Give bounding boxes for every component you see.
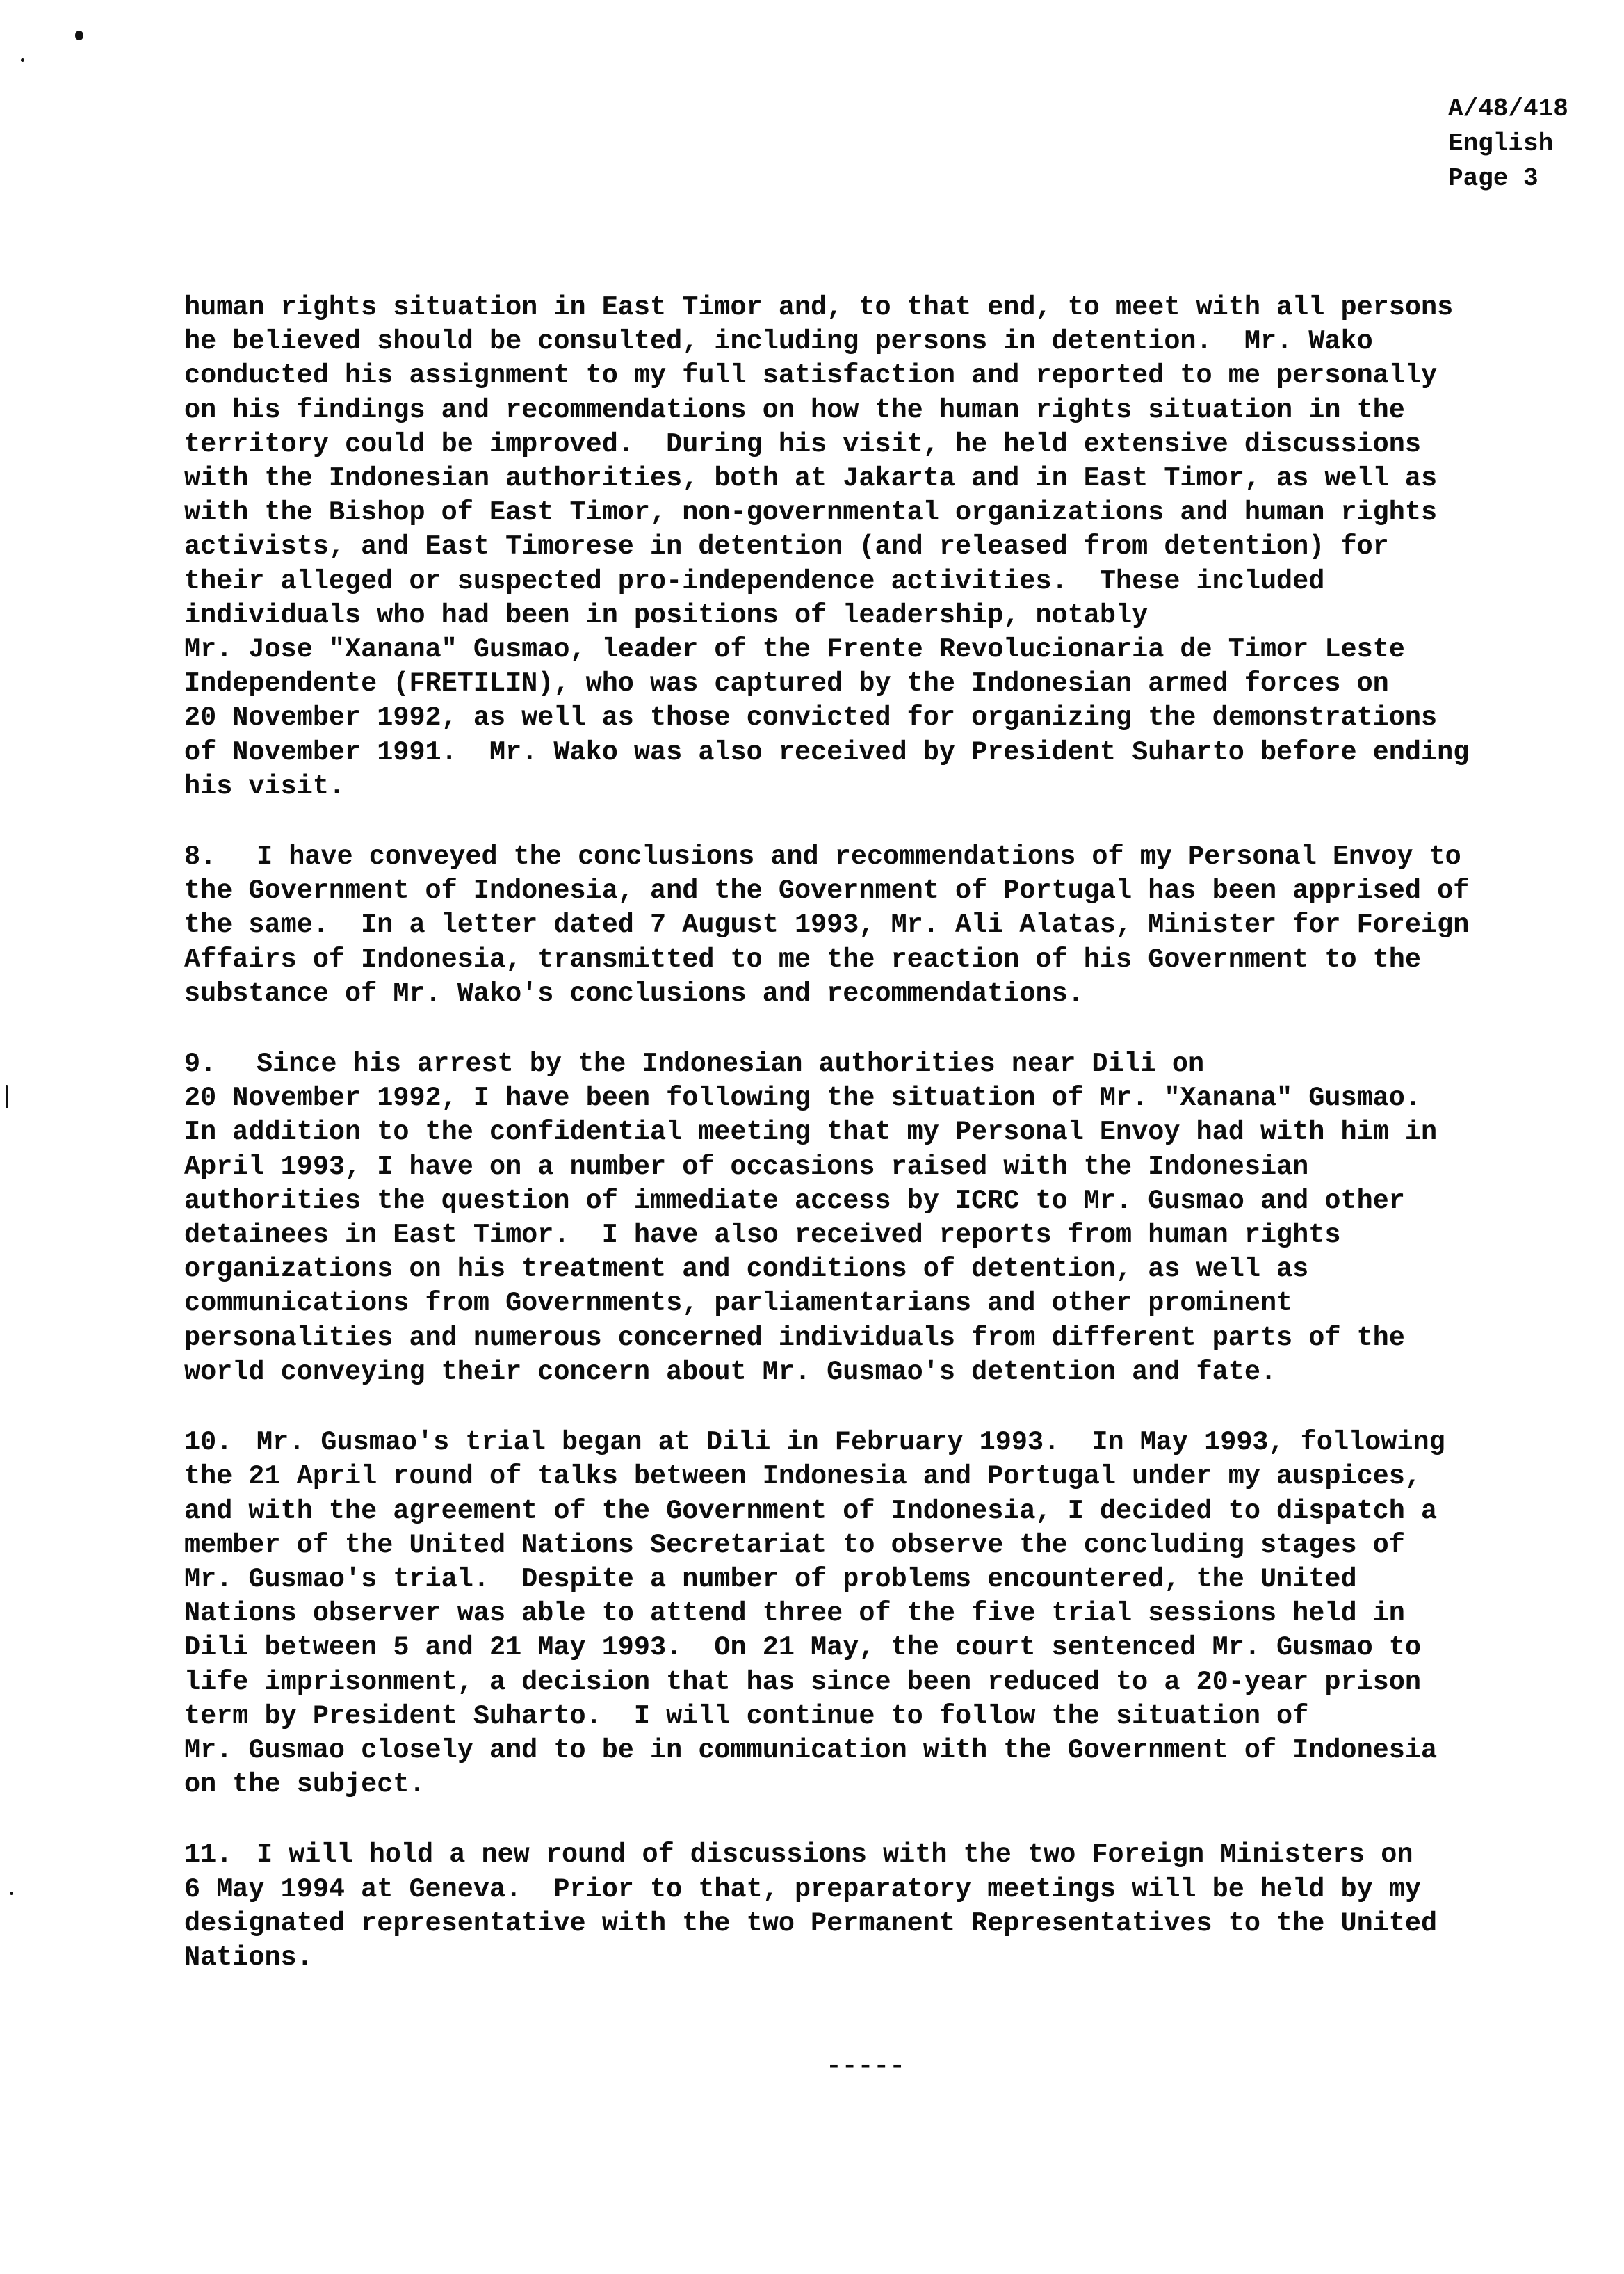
- paragraph-number: 10.: [184, 1427, 233, 1458]
- text-line: substance of Mr. Wako's conclusions and recommendations.: [184, 978, 1084, 1009]
- text-line: on his findings and recommendations on how the human rights situation in the: [184, 394, 1405, 426]
- text-line: with the Indonesian authorities, both at Jakarta and in East Timor, as well as: [184, 463, 1438, 494]
- document-body: [184, 291, 1595, 2011]
- text-line: the same. In a letter dated 7 August 1993, Mr. Ali Alatas, Minister for Foreign: [184, 910, 1470, 941]
- text-line: personalities and numerous concerned individuals from different parts of the: [184, 1322, 1405, 1353]
- paragraph-continued: [184, 291, 1595, 804]
- page-number: Page 3: [1448, 164, 1538, 193]
- text-line: with the Bishop of East Timor, non-governmental organizations and human rights: [184, 497, 1438, 529]
- text-line: I will hold a new round of discussions with the two Foreign Ministers on: [257, 1839, 1413, 1871]
- document-language: English: [1448, 129, 1554, 158]
- text-line: April 1993, I have on a number of occasions raised with the Indonesian: [184, 1151, 1309, 1182]
- text-line: Affairs of Indonesia, transmitted to me the reaction of his Government to the: [184, 944, 1421, 975]
- text-line: Nations.: [184, 1942, 313, 1973]
- text-line: 6 May 1994 at Geneva. Prior to that, preparatory meetings will be held by my: [184, 1873, 1421, 1905]
- text-line: Since his arrest by the Indonesian authorities near Dili on: [257, 1049, 1205, 1080]
- text-line: conducted his assignment to my full satisfaction and reported to me personally: [184, 360, 1438, 392]
- text-line: designated representative with the two Permanent Representatives to the United: [184, 1908, 1438, 1939]
- document-header: [1448, 92, 1568, 196]
- text-line: the 21 April round of talks between Indonesia and Portugal under my auspices,: [184, 1461, 1421, 1492]
- text-line: 20 November 1992, I have been following the situation of Mr. "Xanana" Gusmao.: [184, 1083, 1421, 1114]
- text-line: human rights situation in East Timor and, to that end, to meet with all persons: [184, 292, 1454, 323]
- text-line: detainees in East Timor. I have also received reports from human rights: [184, 1220, 1341, 1251]
- paragraph-10: [184, 1426, 1595, 1802]
- text-line: member of the United Nations Secretariat to observe the concluding stages of: [184, 1529, 1405, 1561]
- scan-speck: [21, 58, 24, 62]
- text-line: Dili between 5 and 21 May 1993. On 21 May, the court sentenced Mr. Gusmao to: [184, 1632, 1421, 1663]
- text-line: I have conveyed the conclusions and recommendations of my Personal Envoy to: [257, 841, 1461, 873]
- text-line: term by President Suharto. I will continue to follow the situation of: [184, 1700, 1309, 1732]
- scan-speck: [10, 1892, 13, 1895]
- text-line: Nations observer was able to attend three of the five trial sessions held in: [184, 1598, 1405, 1629]
- text-line: Mr. Gusmao's trial began at Dili in February 1993. In May 1993, following: [257, 1427, 1445, 1458]
- text-line: of November 1991. Mr. Wako was also received by President Suharto before ending: [184, 736, 1470, 768]
- document-symbol: A/48/418: [1448, 95, 1568, 123]
- end-of-document-marker: -----: [826, 2051, 906, 2081]
- text-line: organizations on his treatment and conditions of detention, as well as: [184, 1254, 1309, 1285]
- text-line: communications from Governments, parliamentarians and other prominent: [184, 1288, 1293, 1319]
- text-line: Mr. Jose "Xanana" Gusmao, leader of the Frente Revolucionaria de Timor Leste: [184, 634, 1405, 666]
- paragraph-11: [184, 1838, 1595, 1975]
- text-line: his visit.: [184, 771, 346, 802]
- text-line: on the subject.: [184, 1769, 425, 1800]
- text-line: the Government of Indonesia, and the Government of Portugal has been apprised of: [184, 876, 1470, 907]
- text-line: individuals who had been in positions of leadership, notably: [184, 599, 1148, 631]
- text-line: activists, and East Timorese in detention (and released from detention) for: [184, 531, 1389, 563]
- text-line: territory could be improved. During his visit, he held extensive discussions: [184, 428, 1421, 460]
- scan-mark: [6, 1085, 8, 1108]
- scan-speck: [75, 31, 83, 40]
- paragraph-number: 11.: [184, 1839, 233, 1871]
- text-line: life imprisonment, a decision that has since been reduced to a 20-year prison: [184, 1666, 1421, 1698]
- text-line: Mr. Gusmao closely and to be in communication with the Government of Indonesia: [184, 1734, 1438, 1766]
- text-line: In addition to the confidential meeting that my Personal Envoy had with him in: [184, 1117, 1438, 1148]
- paragraph-number: 9.: [184, 1049, 217, 1080]
- text-line: their alleged or suspected pro-independence activities. These included: [184, 565, 1325, 597]
- text-line: authorities the question of immediate access by ICRC to Mr. Gusmao and other: [184, 1185, 1405, 1216]
- paragraph-9: [184, 1047, 1595, 1389]
- text-line: he believed should be consulted, including persons in detention. Mr. Wako: [184, 326, 1373, 357]
- text-line: and with the agreement of the Government of Indonesia, I decided to dispatch a: [184, 1495, 1438, 1526]
- paragraph-number: 8.: [184, 841, 217, 873]
- text-line: world conveying their concern about Mr. Gusmao's detention and fate.: [184, 1356, 1277, 1387]
- text-line: 20 November 1992, as well as those convicted for organizing the demonstrations: [184, 702, 1438, 734]
- text-line: Independente (FRETILIN), who was captured by the Indonesian armed forces on: [184, 668, 1389, 700]
- paragraph-8: [184, 840, 1595, 1011]
- text-line: Mr. Gusmao's trial. Despite a number of problems encountered, the United: [184, 1563, 1357, 1595]
